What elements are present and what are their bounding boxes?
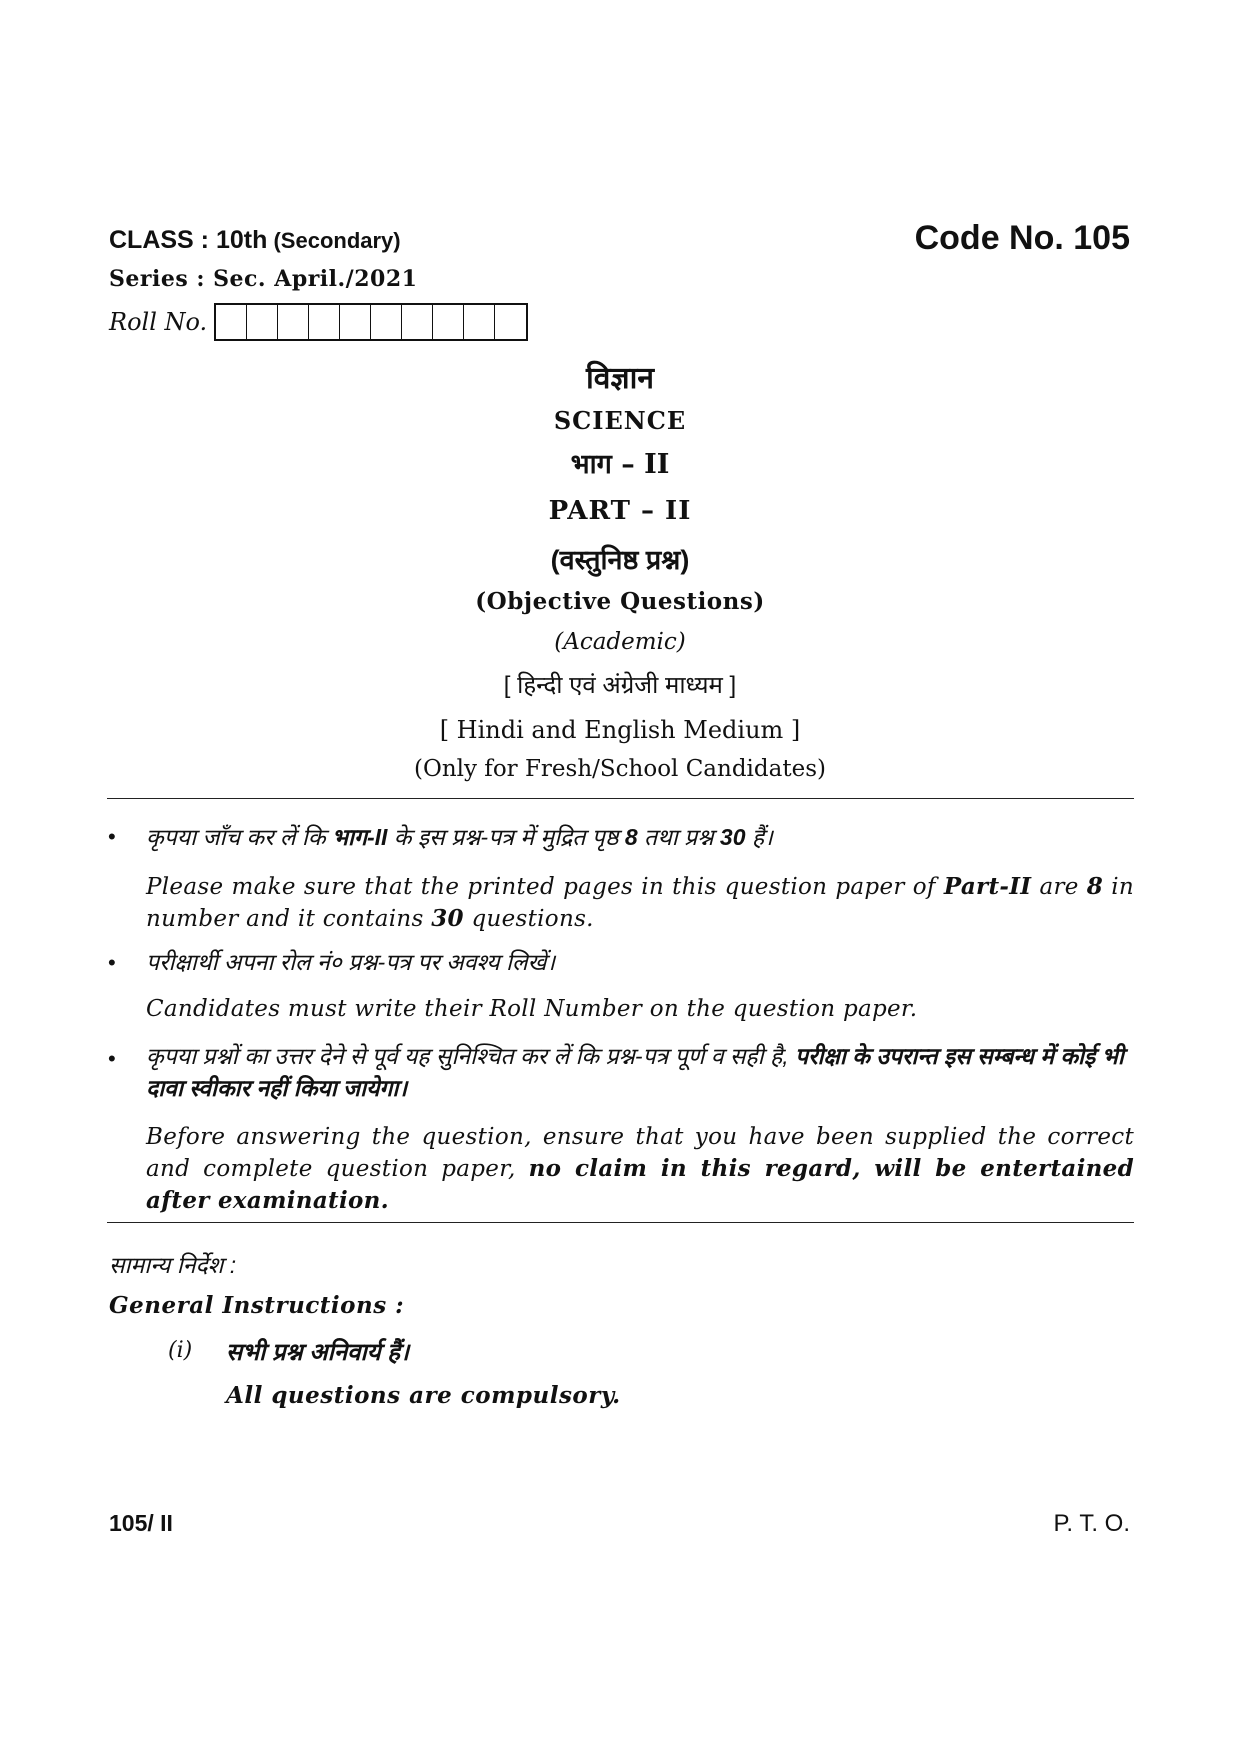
note-2-english: Candidates must write their Roll Number on the question paper. <box>146 996 918 1022</box>
instruction-1-english: All questions are compulsory. <box>226 1382 621 1409</box>
roll-number-box[interactable] <box>247 305 278 339</box>
series-label: Series : Sec. April./2021 <box>109 266 418 292</box>
medium-hindi: [ हिन्दी एवं अंग्रेजी माध्यम ] <box>503 672 737 699</box>
note-3-hindi: कृपया प्रश्नों का उत्तर देने से पूर्व यह सुनिश्चित कर लें कि प्रश्न-पत्र पूर्ण व सही है, परीक्षा के उपरान्त इस सम्बन्ध में कोई भी दावा स्वीकार नहीं किया जायेगा। <box>146 1043 1124 1101</box>
question-type-hindi: (वस्तुनिष्ठ प्रश्न) <box>550 545 690 575</box>
bullet-3: • <box>108 1046 116 1071</box>
note-1-english: Please make sure that the printed pages in this question paper of Part-II are 8 in number and it contains 30 questions. <box>146 873 1134 932</box>
instruction-number: (i) <box>168 1338 193 1363</box>
divider-top <box>107 798 1134 799</box>
roll-number-label: Roll No. <box>109 308 208 336</box>
question-type: (Objective Questions) <box>475 588 765 615</box>
medium-english: [ Hindi and English Medium ] <box>439 716 801 744</box>
roll-number-box[interactable] <box>433 305 464 339</box>
roll-number-box[interactable] <box>278 305 309 339</box>
note-3-english: Before answering the question, ensure that you have been supplied the correct and complete question paper, no claim in this regard, will be entertained after examination. <box>146 1124 1134 1214</box>
general-instructions-heading-hindi: सामान्य निर्देश : <box>109 1252 237 1278</box>
general-instructions-heading: General Instructions : <box>109 1292 405 1319</box>
roll-number-box[interactable] <box>495 305 526 339</box>
roll-number-box[interactable] <box>371 305 402 339</box>
class-label: CLASS : 10th (Secondary) <box>109 226 401 254</box>
bullet-2: • <box>108 950 116 975</box>
roll-number-box[interactable] <box>309 305 340 339</box>
divider-bottom <box>107 1222 1134 1223</box>
part-title-hindi: भाग – II <box>570 449 670 480</box>
footer-pto: P. T. O. <box>1053 1510 1130 1537</box>
roll-number-boxes[interactable] <box>214 303 528 341</box>
instruction-1-hindi: सभी प्रश्न अनिवार्य हैं। <box>226 1339 410 1366</box>
code-number: Code No. 105 <box>914 219 1130 257</box>
part-title: PART – II <box>548 496 692 526</box>
roll-number-box[interactable] <box>464 305 495 339</box>
roll-number-box[interactable] <box>216 305 247 339</box>
note-1-hindi: कृपया जाँच कर लें कि भाग-II के इस प्रश्न-पत्र में मुद्रित पृष्ठ 8 तथा प्रश्न 30 हैं। <box>146 824 773 850</box>
bullet-1: • <box>108 824 116 849</box>
roll-number-box[interactable] <box>340 305 371 339</box>
subject-title-hindi: विज्ञान <box>585 362 655 395</box>
stream-label: (Academic) <box>554 629 686 655</box>
subject-title: SCIENCE <box>553 406 687 435</box>
roll-number-box[interactable] <box>402 305 433 339</box>
note-2-hindi: परीक्षार्थी अपना रोल नं० प्रश्न-पत्र पर अवश्य लिखें। <box>146 949 556 975</box>
footer-paper-code: 105/ II <box>109 1510 173 1536</box>
candidates-note: (Only for Fresh/School Candidates) <box>414 756 826 782</box>
